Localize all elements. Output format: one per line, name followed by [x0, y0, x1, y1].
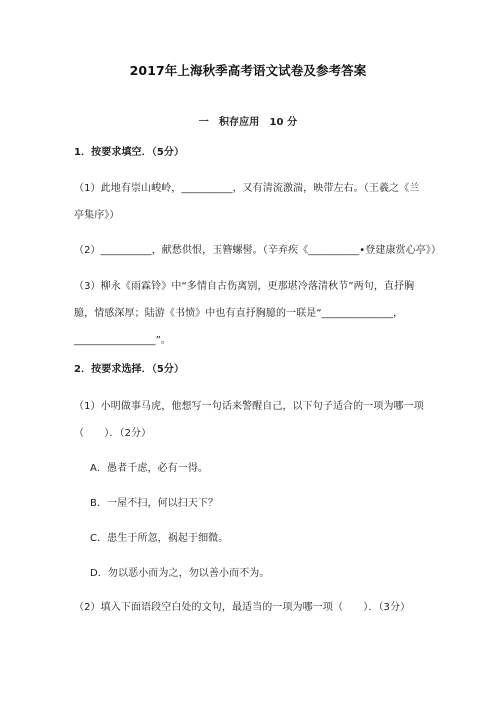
q1-item1-line2: 亭集序》）	[74, 210, 120, 221]
q2-option-d: D．勿以恶小而为之，勿以善小而不为。	[90, 568, 270, 579]
q2-item1-line2: （ ）．（2分）	[74, 428, 152, 439]
document-title: 2017年上海秋季高考语文试卷及参考答案	[129, 63, 367, 78]
section-heading: 一 积存应用 10 分	[198, 117, 298, 128]
q2-heading: 2．按要求选择．（5分）	[74, 364, 185, 375]
q2-item1-line1: （1）小明做事马虎，他想写一句话来警醒自己，以下句子适合的一项为哪一项	[74, 401, 424, 412]
q1-item3-line3: ________________”。	[74, 335, 171, 346]
q1-item2-line1: （2）__________，献愁供恨，玉簪螺髻。（辛弃疾《__________•登建康赏心亭》）	[74, 245, 442, 256]
q1-heading: 1．按要求填空．（5分）	[74, 147, 185, 158]
q2-item2-line1: （2）填入下面语段空白处的文句，最适当的一项为哪一项（ ）．（3分）	[74, 602, 411, 613]
q2-option-b: B．一屋不扫，何以扫天下？	[90, 498, 219, 509]
q2-option-a: A．愚者千虑，必有一得。	[90, 463, 209, 474]
q2-option-c: C．患生于所忽，祸起于细微。	[90, 533, 229, 544]
q1-item3-line1: （3）柳永《雨霖铃》中“多情自古伤离别，更那堪冷落清秋节”两句，直抒胸	[74, 281, 415, 292]
q1-item3-line2: 臆，情感深厚；陆游《书愤》中也有直抒胸臆的一联是“______________，	[74, 308, 404, 319]
q1-item1-line1: （1）此地有崇山峻岭，__________，又有清流激湍，映带左右。（王羲之《兰	[74, 183, 420, 194]
